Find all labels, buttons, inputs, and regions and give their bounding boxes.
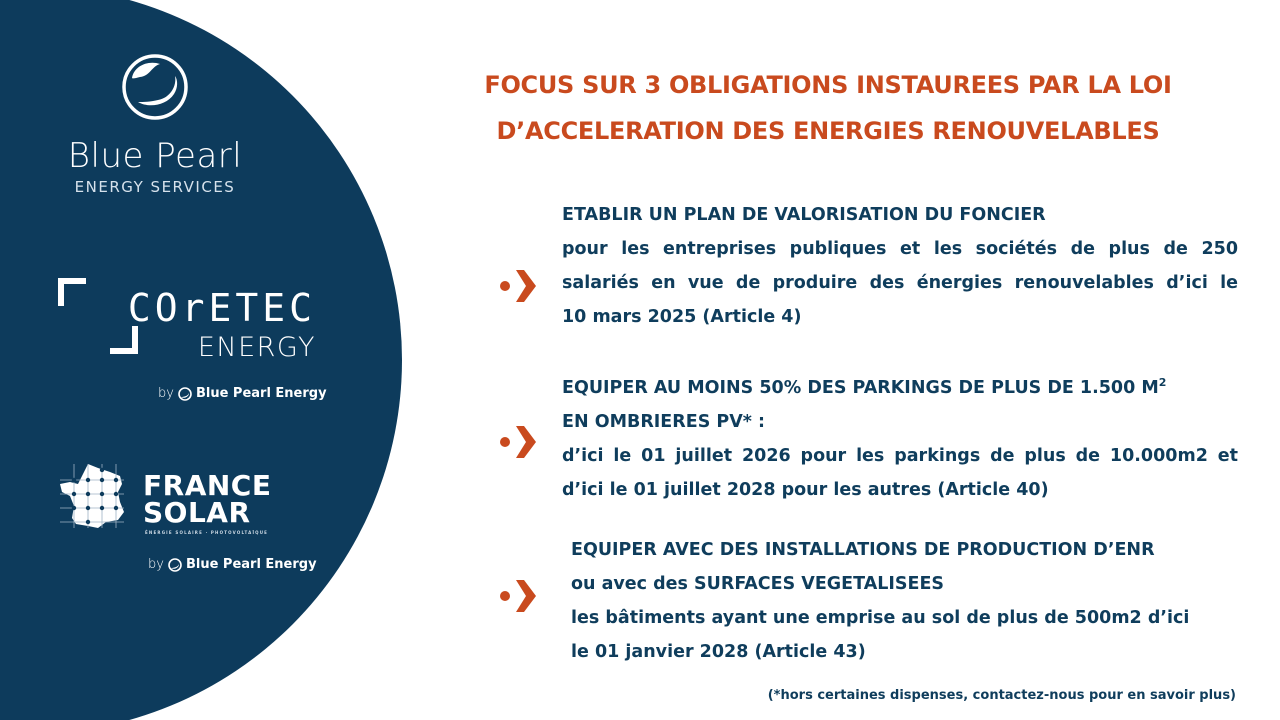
france-solar-line1: FRANCE — [143, 469, 272, 502]
france-solar-by-line — [148, 557, 317, 572]
by-label: by — [148, 557, 164, 572]
blue-pearl-subtitle: ENERGY SERVICES — [74, 178, 236, 196]
footnote: (*hors certaines dispenses, contactez-nous pour en savoir plus) — [767, 688, 1236, 703]
coretec-wordmark: COrETEC — [127, 286, 316, 330]
page-title-line1: FOCUS SUR 3 OBLIGATIONS INSTAUREES PAR LA LOI — [484, 71, 1172, 99]
by-brand-label: Blue Pearl Energy — [185, 557, 317, 572]
france-solar-wordmark — [143, 469, 272, 529]
obligation-line: 10 mars 2025 (Article 4) — [562, 307, 802, 327]
obligation-text-2 — [562, 366, 1238, 507]
bracket-bottom-right-icon — [110, 326, 138, 354]
blue-pearl-name: Blue Pearl — [67, 136, 243, 176]
pearl-icon — [168, 558, 182, 572]
arrow-right-icon — [498, 266, 538, 306]
obligation-line: d’ici le 01 juillet 2028 pour les autres (Article 40) — [562, 479, 1049, 500]
pearl-icon — [120, 52, 190, 122]
pearl-icon — [178, 387, 192, 401]
page-title-line2: D’ACCELERATION DES ENERGIES RENOUVELABLES — [496, 117, 1160, 145]
obligation-line: les bâtiments ayant une emprise au sol de plus de 500m2 d’ici — [571, 608, 1190, 628]
obligation-line: pour les entreprises publiques et les sociétés de plus de 250 — [562, 239, 1238, 259]
superscript: 2 — [1158, 376, 1167, 389]
obligation-line-caps: SURFACES VEGETALISEES — [694, 574, 945, 594]
obligation-text-1 — [562, 198, 1238, 334]
bracket-top-left-icon — [58, 278, 86, 306]
arrow-right-icon — [498, 422, 538, 462]
obligation-heading-2-line2: EN OMBRIERES PV* : — [562, 411, 766, 432]
obligation-heading-3: EQUIPER AVEC DES INSTALLATIONS DE PRODUCTION D’ENR — [571, 540, 1155, 560]
obligation-line: salariés en vue de produire des énergies renouvelables d’ici le — [562, 273, 1238, 293]
by-brand-label: Blue Pearl Energy — [195, 386, 327, 401]
obligation-heading-2 — [562, 366, 1238, 405]
obligation-line: d’ici le 01 juillet 2026 pour les parkings de plus de 10.000m2 et — [562, 445, 1238, 466]
blue-pearl-logo — [50, 52, 260, 196]
obligation-line-prefix: ou avec des — [571, 574, 695, 594]
france-solar-line2: SOLAR — [143, 496, 251, 529]
obligation-text-3 — [571, 533, 1231, 669]
france-map-icon — [58, 462, 130, 532]
page-title — [405, 62, 1251, 154]
obligation-heading-1: ETABLIR UN PLAN DE VALORISATION DU FONCIER — [562, 205, 1046, 225]
obligation-line-surfaces — [571, 567, 1231, 601]
by-label: by — [158, 386, 174, 401]
obligation-heading-text: EQUIPER AU MOINS 50% DES PARKINGS DE PLUS DE 1.500 M — [562, 377, 1159, 398]
arrow-right-icon — [498, 576, 538, 616]
coretec-by-line — [158, 386, 327, 401]
obligation-line: le 01 janvier 2028 (Article 43) — [571, 642, 866, 662]
france-solar-logo — [58, 462, 288, 542]
france-solar-tagline: ÉNERGIE SOLAIRE · PHOTOVOLTAÏQUE — [145, 530, 269, 535]
coretec-energy-label: ENERGY — [197, 332, 316, 363]
